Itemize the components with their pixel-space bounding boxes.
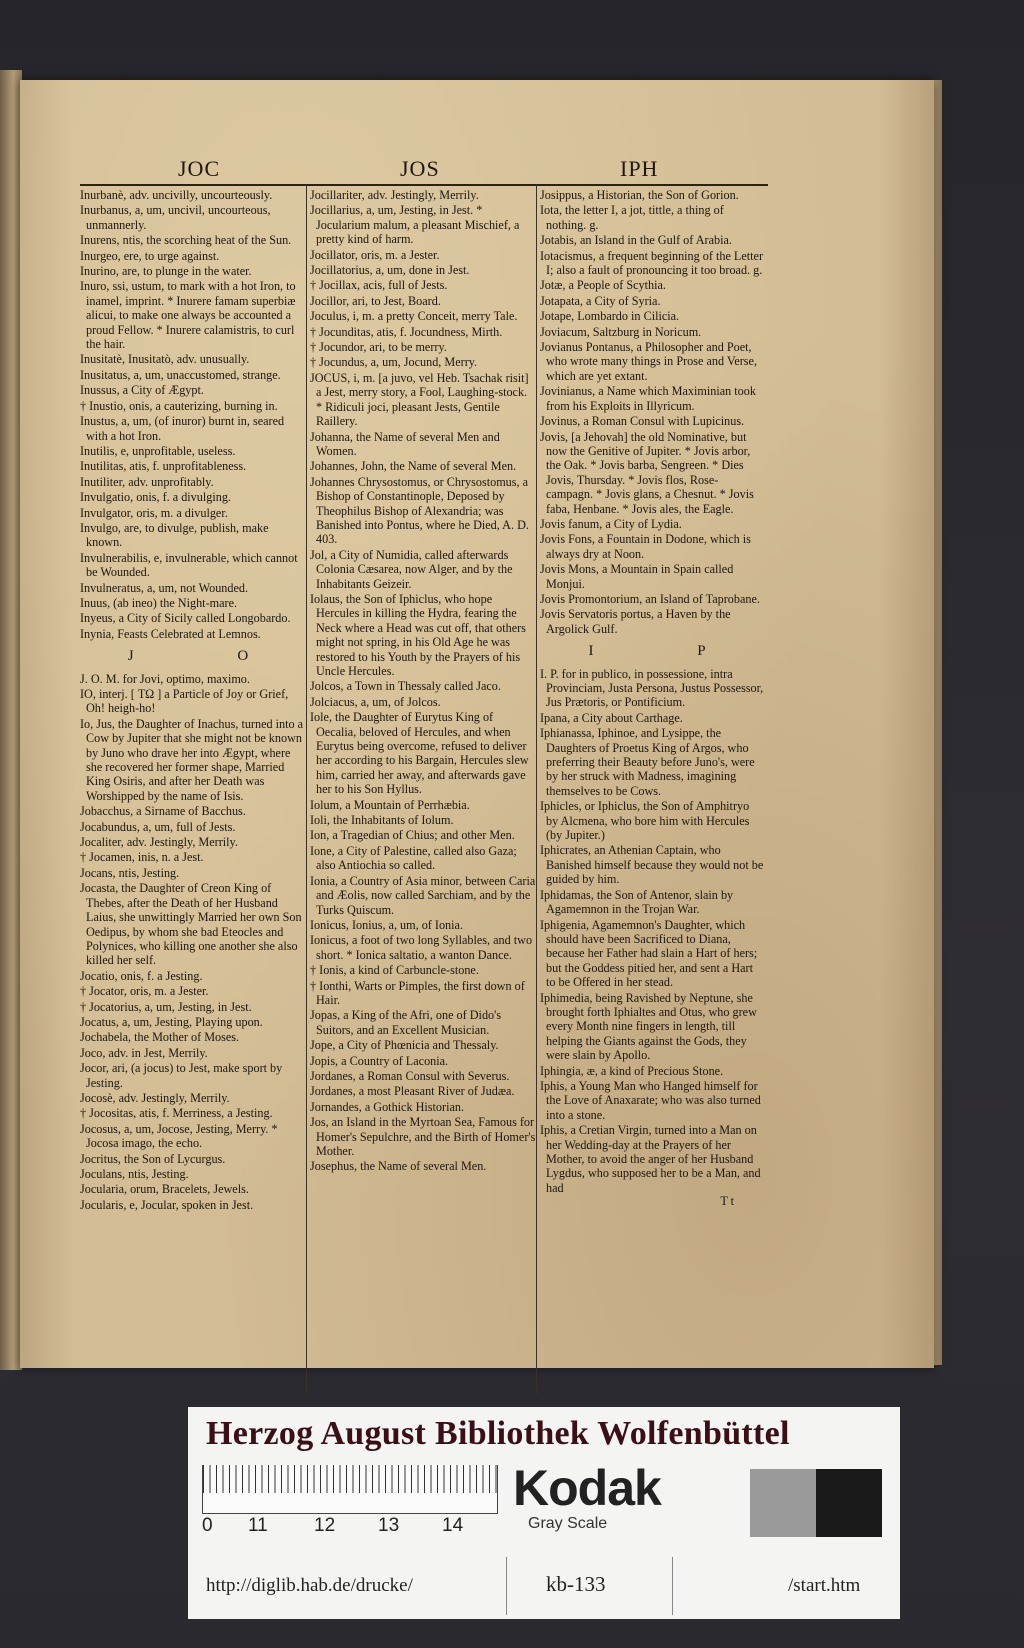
dictionary-entry: Iphingia, æ, a kind of Precious Stone. xyxy=(540,1063,724,1078)
dictionary-entry: Jovis Servatoris portus, a Haven by the Argolick Gulf. xyxy=(540,607,731,636)
dictionary-entry: Jocillator, oris, m. a Jester. xyxy=(310,247,440,262)
dictionary-entry: Jocularia, orum, Bracelets, Jewels. xyxy=(80,1182,249,1197)
dictionary-entry: Iphis, a Cretian Virgin, turned into a Man on her Wedding-day at the Prayers of her Mother, to avoid the anger of her Husband Lygdus, who supposed her to be a Man, and had xyxy=(540,1123,761,1195)
dictionary-entry: Inynia, Feasts Celebrated at Lemnos. xyxy=(80,626,261,641)
dictionary-entry: Jocans, ntis, Jesting. xyxy=(80,865,180,880)
dictionary-entry: Invulgatio, onis, f. a divulging. xyxy=(80,490,231,505)
dictionary-entry: Jocillarius, a, um, Jesting, in Jest. * Jocularium malum, a pleasant Mischief, a pretty kind of harm. xyxy=(310,203,520,247)
dictionary-entry: Inurens, ntis, the scorching heat of the Sun. xyxy=(80,233,292,248)
gray-scale-label: Gray Scale xyxy=(528,1515,608,1532)
section-heading: J O xyxy=(127,648,299,665)
dictionary-entry: Iole, the Daughter of Eurytus King of Oecalia, beloved of Hercules, and when Eurytus being overcome, refused to deliver her according to his Bargain, Hercules slew him, carried her away, and afterwards gave her to his Son Hyllus. xyxy=(310,710,529,797)
dictionary-entry: † Jocillax, acis, full of Jests. xyxy=(310,278,448,293)
dictionary-entry: Ione, a City of Palestine, called also Gaza; also Antiochia so called. xyxy=(310,843,517,873)
dictionary-entry: Jocillor, ari, to Jest, Board. xyxy=(310,293,441,308)
ruler-number: 13 xyxy=(378,1515,400,1536)
dictionary-entry: Invulgator, oris, m. a divulger. xyxy=(80,505,228,520)
column-rule-1 xyxy=(306,184,307,1394)
dictionary-entry: Jocosè, adv. Jestingly, Merrily. xyxy=(80,1090,230,1105)
dictionary-entry: Inurbanè, adv. uncivilly, uncourteously. xyxy=(80,188,273,202)
dictionary-entry: Inusitatus, a, um, unaccustomed, strange. xyxy=(80,367,281,382)
signature-mark: T t xyxy=(720,1194,734,1209)
dictionary-entry: † Jocamen, inis, n. a Jest. xyxy=(80,850,204,865)
dictionary-entry: † Ionis, a kind of Carbuncle-stone. xyxy=(310,963,479,978)
dictionary-entry: Invulnerabilis, e, invulnerable, which cannot be Wounded. xyxy=(80,550,298,580)
dictionary-entry: Jotæ, a People of Scythia. xyxy=(540,278,666,293)
dictionary-entry: Ionicus, Ionius, a, um, of Ionia. xyxy=(310,917,463,932)
dictionary-entry: Ioli, the Inhabitants of Iolum. xyxy=(310,813,454,828)
running-head xyxy=(80,156,768,186)
dictionary-entry: Invulgo, are, to divulge, publish, make known. xyxy=(80,520,269,550)
dictionary-entry: Inussus, a City of Ægypt. xyxy=(80,383,204,398)
dictionary-entry: Josephus, the Name of several Men. xyxy=(310,1159,487,1174)
dictionary-entry: Jotapata, a City of Syria. xyxy=(540,293,661,308)
calibration-target xyxy=(188,1407,900,1619)
dictionary-entry: Jobacchus, a Sirname of Bacchus. xyxy=(80,804,246,819)
dictionary-entry: Joco, adv. in Jest, Merrily. xyxy=(80,1045,208,1060)
gray-swatch-black xyxy=(816,1469,882,1537)
dictionary-entry: Jolciacus, a, um, of Jolcos. xyxy=(310,694,441,709)
column-right xyxy=(540,188,764,1398)
start-link-text: /start.htm xyxy=(788,1575,861,1596)
dictionary-entry: Jolcos, a Town in Thessaly called Jaco. xyxy=(310,679,501,694)
dictionary-entry: Inutilis, e, unprofitable, useless. xyxy=(80,443,236,458)
dictionary-entry: Jocillatorius, a, um, done in Jest. xyxy=(310,263,470,278)
ruler-number: 11 xyxy=(248,1515,268,1536)
dictionary-entry: JOCUS, i, m. [a juvo, vel Heb. Tsachak risit] a Jest, merry story, a Fool, Laughing-stock. * Ridiculi joci, pleasant Jests, Gentile Raillery. xyxy=(310,370,529,429)
dictionary-entry: Jocatus, a, um, Jesting, Playing upon. xyxy=(80,1014,263,1029)
dictionary-entry: Ionia, a Country of Asia minor, between Caria and Æolis, now called Sarchiam, and by the Turks Quiscum. xyxy=(310,873,536,917)
dictionary-entry: Jovis Promontorium, an Island of Taprobane. xyxy=(540,591,760,606)
dictionary-entry: Jordanes, a Roman Consul with Severus. xyxy=(310,1068,510,1083)
dictionary-entry: Iotacismus, a frequent beginning of the Letter I; also a fault of pronouncing it too broad. g. xyxy=(540,248,764,278)
measurement-ruler xyxy=(202,1465,498,1514)
dictionary-entry: Jocularis, e, Jocular, spoken in Jest. xyxy=(80,1197,254,1212)
dictionary-entry: Iphidamas, the Son of Antenor, slain by Agamemnon in the Trojan War. xyxy=(540,887,734,917)
dictionary-entry: † Jocundus, a, um, Jocund, Merry. xyxy=(310,355,478,370)
dictionary-entry: Johannes Chrysostomus, or Chrysostomus, a Bishop of Constantinople, Deposed by Theophilus Bishop of Alexandria; was Banished into Pontus, where he Died, A. D. 403. xyxy=(310,474,529,547)
dictionary-entry: Inurgeo, ere, to urge against. xyxy=(80,248,220,263)
dictionary-entry: Johannes, John, the Name of several Men. xyxy=(310,459,517,474)
dictionary-entry: J. O. M. for Jovi, optimo, maximo. xyxy=(80,671,250,686)
dictionary-entry: † Inustio, onis, a cauterizing, burning in. xyxy=(80,398,278,413)
dictionary-entry: Josippus, a Historian, the Son of Gorion. xyxy=(540,188,739,202)
dictionary-entry: Iota, the letter I, a jot, tittle, a thing of nothing. g. xyxy=(540,203,724,232)
dictionary-entry: Iphianassa, Iphinoe, and Lysippe, the Daughters of Proetus King of Argos, who preferring their Beauty before Juno's, were by her struck with Madness, imagining themselves to be Cows. xyxy=(540,726,755,798)
divider xyxy=(672,1557,673,1615)
dictionary-entry: Inyeus, a City of Sicily called Longobardo. xyxy=(80,611,291,626)
divider xyxy=(506,1557,507,1615)
book-edge-left xyxy=(0,70,22,1370)
dictionary-entry: Iphis, a Young Man who Hanged himself for the Love of Anaxarate; who was also turned into a stone. xyxy=(540,1078,761,1122)
dictionary-entry: Jovianus Pontanus, a Philosopher and Poet, who wrote many things in Prose and Verse, which are yet extant. xyxy=(540,340,757,383)
dictionary-entry: Jocaliter, adv. Jestingly, Merrily. xyxy=(80,835,238,850)
dictionary-entry: Joviacum, Saltzburg in Noricum. xyxy=(540,324,702,339)
running-head-right: IPH xyxy=(620,156,659,181)
dictionary-entry: IO, interj. [ ΤΩ ] a Particle of Joy or Grief, Oh! heigh-ho! xyxy=(80,687,289,716)
institution-name: Herzog August Bibliothek Wolfenbüttel xyxy=(206,1415,790,1452)
dictionary-entry: Ipana, a City about Carthage. xyxy=(540,710,683,725)
dictionary-entry: Jordanes, a most Pleasant River of Judæa. xyxy=(310,1084,515,1099)
dictionary-entry: Inuus, (ab ineo) the Night-mare. xyxy=(80,595,238,610)
dictionary-entry: Jornandes, a Gothick Historian. xyxy=(310,1099,465,1114)
dictionary-entry: † Ionthi, Warts or Pimples, the first down of Hair. xyxy=(310,978,525,1007)
dictionary-entry: Jos, an Island in the Myrtoan Sea, Famous for Homer's Sepulchre, and the Birth of Homer's Mother. xyxy=(310,1115,536,1158)
column-rule-2 xyxy=(536,184,537,1394)
dictionary-entry: † Jocundor, ari, to be merry. xyxy=(310,340,447,355)
dictionary-entry: Jope, a City of Phœnicia and Thessaly. xyxy=(310,1038,499,1053)
dictionary-entry: Johanna, the Name of several Men and Women. xyxy=(310,429,500,458)
dictionary-page xyxy=(20,80,934,1368)
dictionary-entry: † Jocatorius, a, um, Jesting, in Jest. xyxy=(80,999,252,1014)
ruler-number: 0 xyxy=(202,1515,213,1536)
column-middle xyxy=(310,188,536,1398)
dictionary-entry: Jovis Fons, a Fountain in Dodone, which is always dry at Noon. xyxy=(540,532,751,561)
ruler-number: 14 xyxy=(442,1515,464,1536)
dictionary-entry: Iphimedia, being Ravished by Neptune, she brought forth Iphialtes and Otus, who grew every Month nine fingers in length, till helping the Giants against the Gods, they were slain by Apollo. xyxy=(540,990,757,1063)
dictionary-entry: Jovis fanum, a City of Lydia. xyxy=(540,516,682,531)
ruler-number: 12 xyxy=(314,1515,336,1536)
dictionary-entry: Joculus, i, m. a pretty Conceit, merry Tale. xyxy=(310,309,518,324)
dictionary-entry: Jopis, a Country of Laconia. xyxy=(310,1053,449,1068)
dictionary-entry: Inutiliter, adv. unprofitably. xyxy=(80,474,214,489)
dictionary-entry: Jocritus, the Son of Lycurgus. xyxy=(80,1151,226,1166)
dictionary-entry: Joculans, ntis, Jesting. xyxy=(80,1167,189,1181)
dictionary-entry: Jovis Mons, a Mountain in Spain called Monjui. xyxy=(540,562,734,591)
dictionary-entry: Jol, a City of Numidia, called afterwards Colonia Cæsarea, now Alger, and by the Inhabitants Geizeir. xyxy=(310,547,513,591)
dictionary-entry: Iphicrates, an Athenian Captain, who Banished himself because they would not be guided by him. xyxy=(540,843,764,887)
shelfmark: kb-133 xyxy=(546,1572,606,1596)
dictionary-entry: Jotape, Lombardo in Cilicia. xyxy=(540,309,680,324)
dictionary-entry: † Jocunditas, atis, f. Jocundness, Mirth. xyxy=(310,324,503,339)
column-left xyxy=(80,188,306,1398)
dictionary-entry: Jovis, [a Jehovah] the old Nominative, but now the Genitive of Jupiter. * Jovis arbor, the Oak. * Jovis barba, Sengreen. * Dies Jovis, Thursday. * Jovis flos, Rose-campagn. * Jovis glans, a Chesnut. * Jovis faba, Henbane. * Jovis ales, the Eagle. xyxy=(540,429,754,516)
dictionary-entry: Jocor, ari, (a jocus) to Jest, make sport by Jesting. xyxy=(80,1061,283,1090)
dictionary-entry: Iolum, a Mountain of Perrhæbia. xyxy=(310,797,470,812)
dictionary-entry: Io, Jus, the Daughter of Inachus, turned into a Cow by Jupiter that she might not be known by Juno who drave her into Ægypt, where she recovered her former shape, Married King Osiris, and after her Death was Worshipped by the name of Isis. xyxy=(80,716,304,803)
kodak-logo: Kodak xyxy=(513,1460,661,1516)
dictionary-entry: Invulneratus, a, um, not Wounded. xyxy=(80,580,249,595)
dictionary-entry: Jochabela, the Mother of Moses. xyxy=(80,1030,240,1045)
dictionary-entry: Jotabis, an Island in the Gulf of Arabia. xyxy=(540,233,732,248)
dictionary-entry: Jopas, a King of the Afri, one of Dido's Suitors, and an Excellent Musician. xyxy=(310,1008,502,1037)
dictionary-entry: † Jocator, oris, m. a Jester. xyxy=(80,984,209,999)
dictionary-entry: Inurino, are, to plunge in the water. xyxy=(80,264,252,279)
dictionary-entry: Jocatio, onis, f. a Jesting. xyxy=(80,968,203,983)
running-head-left: JOC xyxy=(178,156,221,181)
dictionary-entry: Jocabundus, a, um, full of Jests. xyxy=(80,819,236,834)
dictionary-entry: Jocillariter, adv. Jestingly, Merrily. xyxy=(310,188,479,202)
dictionary-entry: Inutilitas, atis, f. unprofitableness. xyxy=(80,459,247,474)
dictionary-entry: Jocasta, the Daughter of Creon King of Thebes, after the Death of her Husband Laius, she unwittingly Married her own Son Oedipus, by whom she bad Eteocles and Polynices, who killing one another she also killed her self. xyxy=(80,881,302,968)
dictionary-entry: Jocosus, a, um, Jocose, Jesting, Merry. * Jocosa imago, the echo. xyxy=(80,1121,278,1151)
library-url: http://diglib.hab.de/drucke/ xyxy=(206,1575,413,1596)
dictionary-entry: Inuro, ssi, ustum, to mark with a hot Iron, to inamel, imprint. * Inurere famam superbiæ alicui, to make one always be accounted a proud Fellow. * Inurere calamistris, to curl the hair. xyxy=(80,279,296,352)
dictionary-entry: Iphicles, or Iphiclus, the Son of Amphitryo by Alcmena, who bore him with Hercules (by Jupiter.) xyxy=(540,799,750,843)
dictionary-entry: Inustus, a, um, (of inuror) burnt in, seared with a hot Iron. xyxy=(80,414,285,443)
dictionary-entry: Jovinus, a Roman Consul with Lupicinus. xyxy=(540,414,745,429)
dictionary-entry: Iphigenia, Agamemnon's Daughter, which should have been Sacrificed to Diana, because her Father had slain a Hart of hers; but the Goddess pitied her, and sent a Hart to be Offered in her stead. xyxy=(540,917,758,990)
section-heading: I P xyxy=(588,643,756,660)
dictionary-entry: Inurbanus, a, um, uncivil, uncourteous, unmannerly. xyxy=(80,203,271,232)
dictionary-entry: † Jocositas, atis, f. Merriness, a Jesting. xyxy=(80,1106,273,1121)
running-head-center: JOS xyxy=(400,156,440,181)
dictionary-entry: Iolaus, the Son of Iphiclus, who hope Hercules in killing the Hydra, fearing the Neck where a Head was cut off, that others might not spring, in his Old Age he was restored to his Youth by the Prayers of his Uncle Hercules. xyxy=(310,591,526,678)
gray-swatch-mid xyxy=(750,1469,816,1537)
dictionary-entry: I. P. for in publico, in possessione, intra Provinciam, Justa Persona, Justus Possessor, Jus Prætoris, or Pontificium. xyxy=(540,666,764,710)
dictionary-entry: Ion, a Tragedian of Chius; and other Men. xyxy=(310,828,515,843)
dictionary-entry: Inusitatè, Inusitatò, adv. unusually. xyxy=(80,352,250,367)
dictionary-entry: Ionicus, a foot of two long Syllables, and two short. * Ionica saltatio, a wanton Dance. xyxy=(310,933,533,962)
dictionary-entry: Jovinianus, a Name which Maximinian took from his Exploits in Illyricum. xyxy=(540,384,756,413)
